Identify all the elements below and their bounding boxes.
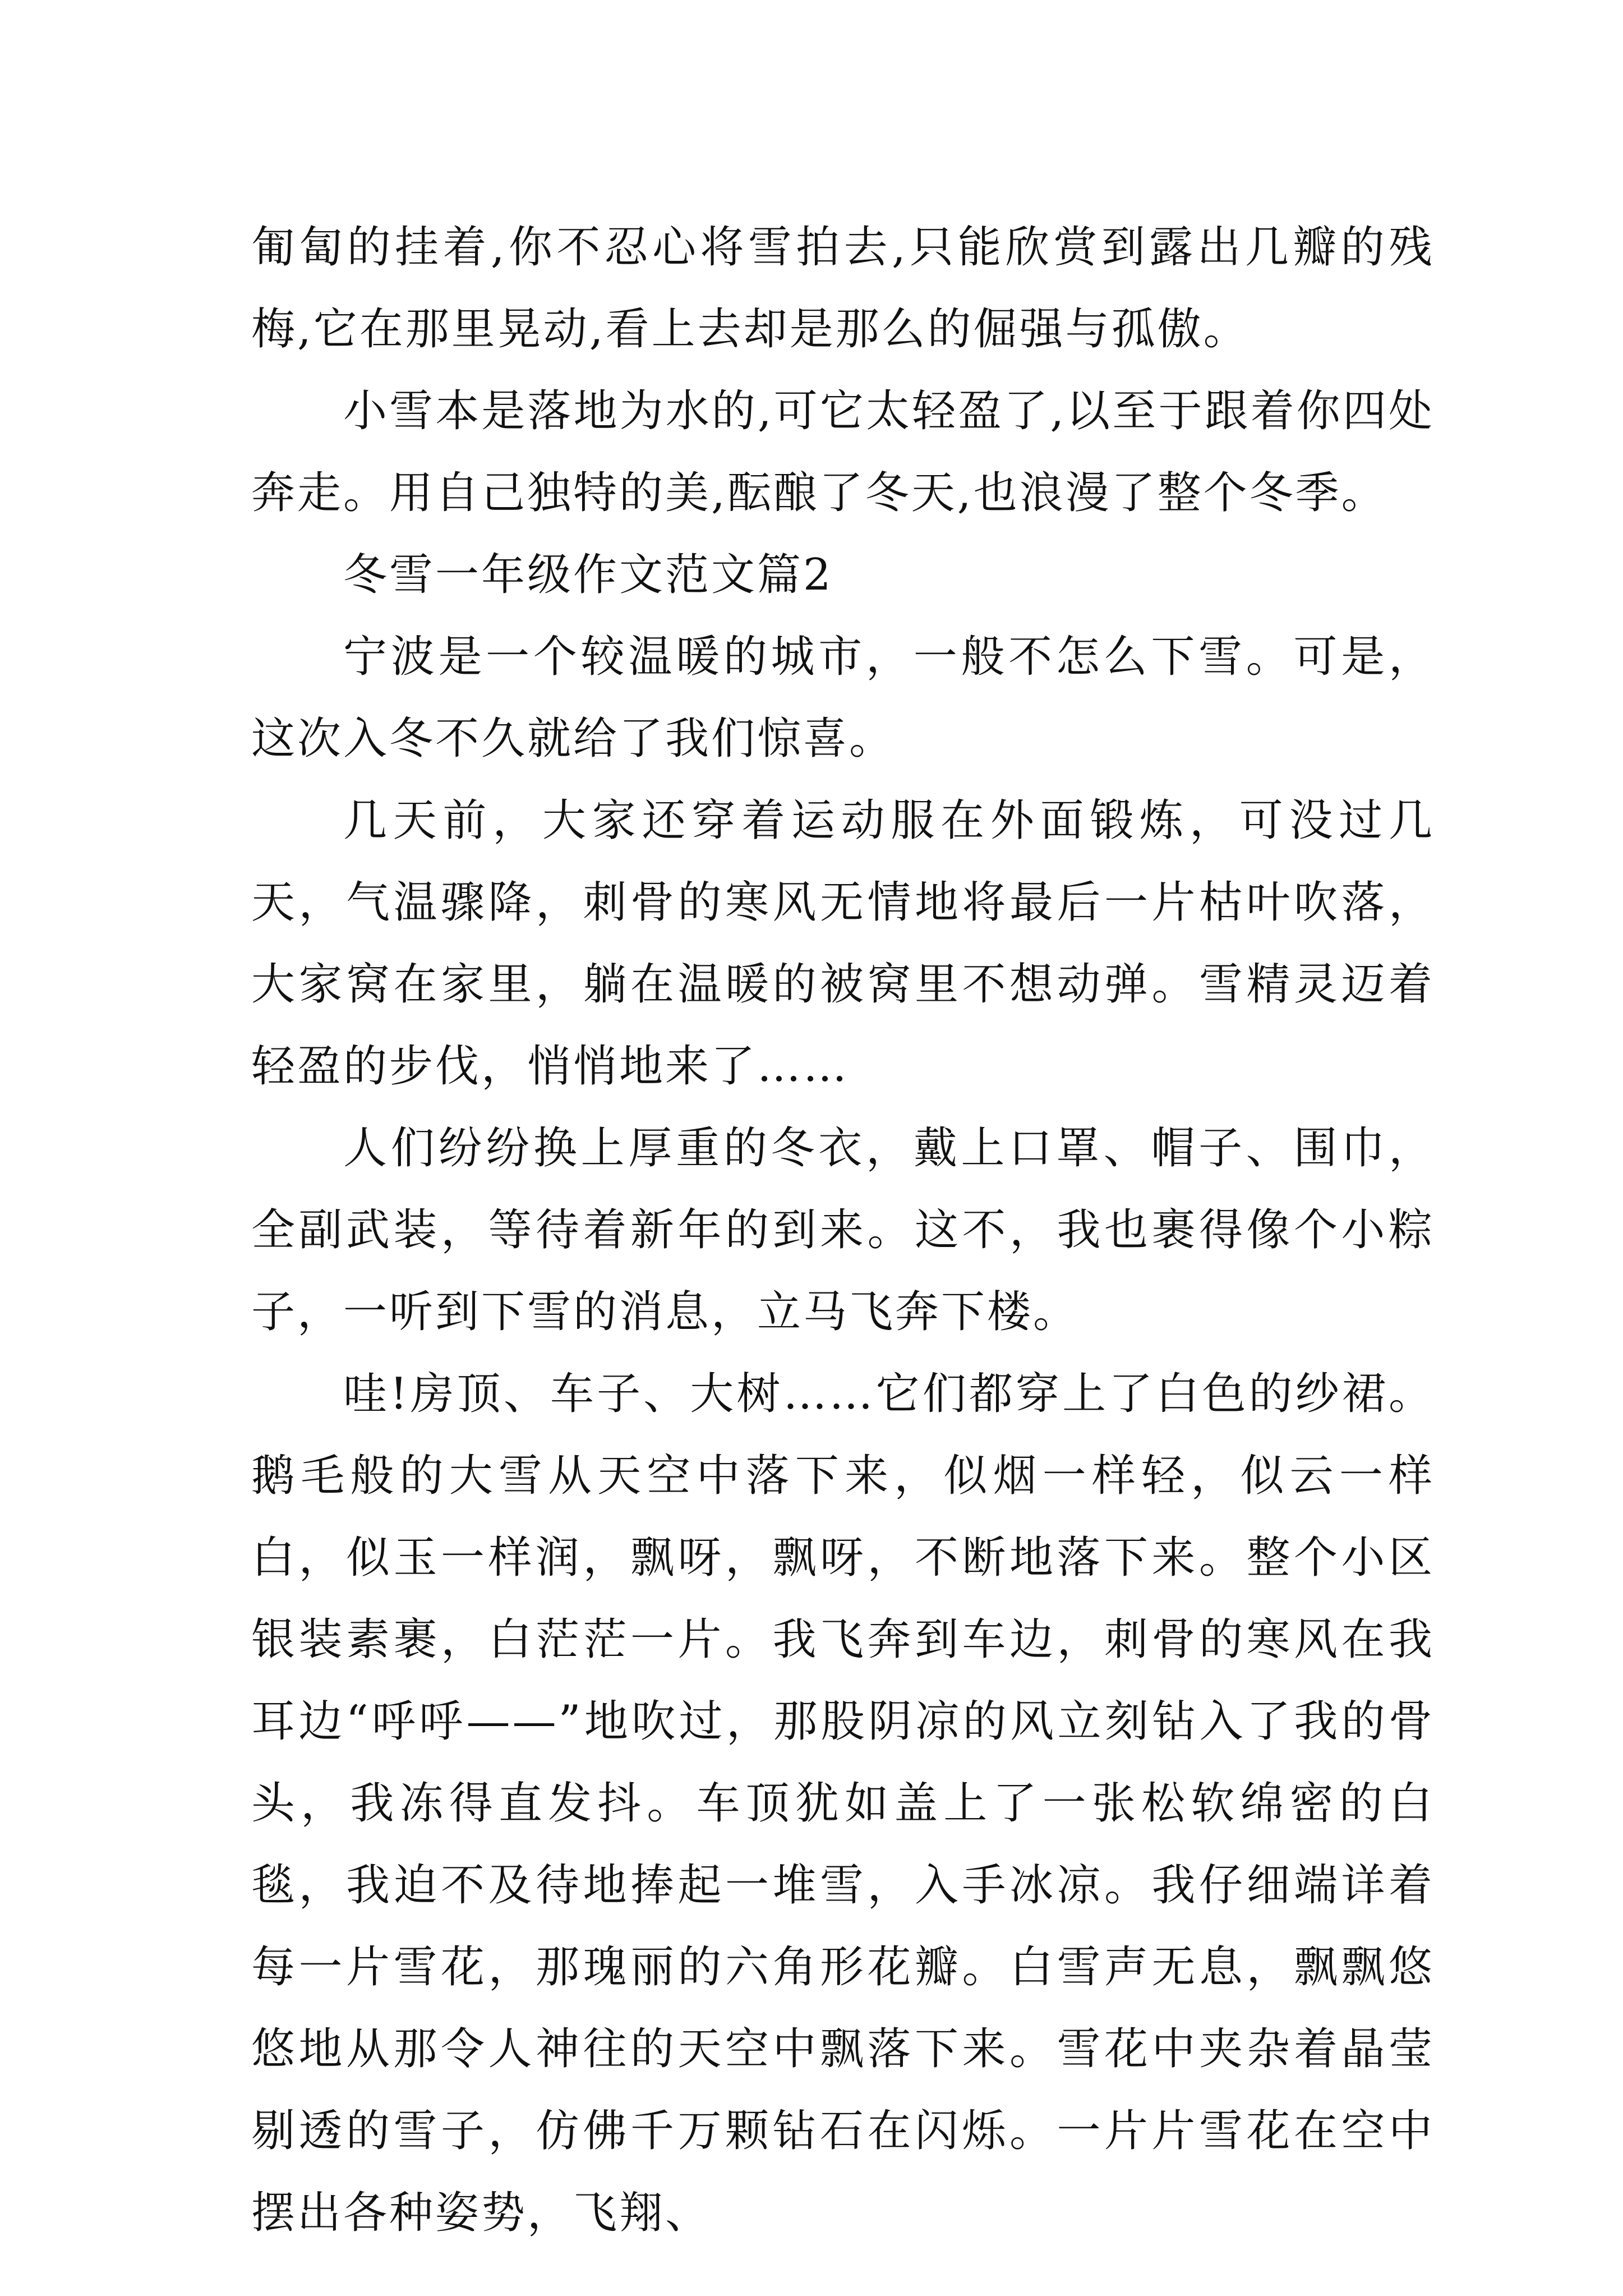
paragraph-4: 几天前，大家还穿着运动服在外面锻炼，可没过几天，气温骤降，刺骨的寒风无情地将最后一片枯叶吹落，大家窝在家里，躺在温暖的被窝里不想动弹。雪精灵迈着轻盈的步伐，悄悄地来了…… [251,795,1435,1092]
paragraph-1: 匍匐的挂着,你不忍心将雪拍去,只能欣赏到露出几瓣的残梅,它在那里晃动,看上去却是那么的倔强与孤傲。 [251,222,1435,355]
paragraph-5: 人们纷纷换上厚重的冬衣，戴上口罩、帽子、围巾，全副武装，等待着新年的到来。这不，我也裹得像个小粽子，一听到下雪的消息，立马飞奔下楼。 [251,1123,1435,1337]
paragraph-3: 宁波是一个较温暖的城市，一般不怎么下雪。可是，这次入冬不久就给了我们惊喜。 [251,632,1435,764]
paragraph-6: 哇!房顶、车子、大树……它们都穿上了白色的纱裙。鹅毛般的大雪从天空中落下来，似烟一样轻，似云一样白，似玉一样润，飘呀，飘呀，不断地落下来。整个小区银装素裹，白茫茫一片。我飞奔到车边，刺骨的寒风在我耳边“呼呼——”地吹过，那股阴凉的风立刻钻入了我的骨头，我冻得直发抖。车顶犹如盖上了一张松软绵密的白毯，我迫不及待地捧起一堆雪，入手冰凉。我仔细端详着每一片雪花，那瑰丽的六角形花瓣。白雪声无息，飘飘悠悠地从那令人神往的天空中飘落下来。雪花中夹杂着晶莹剔透的雪子，仿佛千万颗钻石在闪烁。一片片雪花在空中摆出各种姿势，飞翔、 [251,1369,1435,2238]
document-body [251,206,1435,2254]
paragraph-2: 小雪本是落地为水的,可它太轻盈了,以至于跟着你四处奔走。用自己独特的美,酝酿了冬天,也浪漫了整个冬季。 [251,386,1435,518]
section-heading: 冬雪一年级作文范文篇2 [343,550,833,600]
